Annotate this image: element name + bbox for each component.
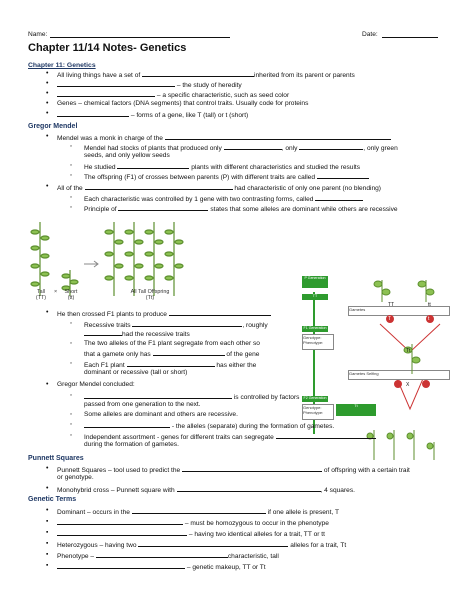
- bullet: ◦: [70, 204, 73, 211]
- bullet: •: [46, 381, 49, 388]
- bullet: ◦: [70, 421, 73, 428]
- text-line: He then crossed F1 plants to produce: [57, 309, 271, 319]
- bullet: •: [46, 309, 49, 316]
- text-line: is controlled by factors: [84, 392, 299, 402]
- text-line: Gregor Mendel concluded:: [57, 381, 135, 388]
- gametes-row-2: Gametes Selfing: [348, 370, 450, 380]
- section-heading-punnett: Punnett Squares: [28, 455, 84, 462]
- gamete-T: T: [388, 316, 392, 322]
- p-genotype-small-tt: tt: [428, 302, 431, 308]
- text-line: Each F1 plant has either the: [84, 362, 257, 369]
- text-line: All of the had characteristic of only one parent (no blending): [57, 185, 381, 192]
- bullet: ◦: [70, 172, 73, 179]
- section-heading-terms: Genetic Terms: [28, 496, 77, 503]
- text-line: – forms of a gene, like T (tall) or t (short): [57, 110, 248, 120]
- date-blank: [382, 37, 438, 38]
- text-line: Dominant – occurs in the if one allele is present, T: [57, 509, 339, 516]
- bullet: ◦: [70, 320, 73, 327]
- name-blank: [50, 37, 230, 38]
- bullet: •: [46, 90, 49, 97]
- date-label: Date:: [362, 31, 378, 38]
- bullet: •: [46, 183, 49, 190]
- text-line: – must be homozygous to occur in the phenotype: [57, 518, 329, 528]
- text-line: The offspring (F1) of crosses between parents (P) with different traits are called: [84, 172, 369, 182]
- bullet: •: [46, 80, 49, 87]
- text-line: passed from one generation to the next.: [84, 401, 201, 408]
- tall-label: Tall (TT): [35, 289, 47, 301]
- arrow-icon: [84, 261, 98, 267]
- text-line: Heterozygous – having two alleles for a trait, Tt: [57, 542, 347, 549]
- selfing-cross: X: [406, 382, 410, 388]
- page-title: Chapter 11/14 Notes- Genetics: [28, 42, 187, 54]
- bullet: •: [46, 110, 49, 117]
- bullet: ◦: [70, 194, 73, 201]
- text-line: Mendel had stocks of plants that produced only , only , only green: [84, 145, 398, 152]
- offspring-plants-icon: [105, 222, 183, 296]
- text-line: – a specific characteristic, such as seed color: [57, 90, 289, 100]
- p-generation-marker: TT: [302, 294, 328, 300]
- bullet: ▪: [46, 529, 49, 536]
- text-line: Independent assortment - genes for different traits can segregate: [84, 432, 376, 442]
- text-line: Principle of states that some alleles are dominant while others are recessive: [84, 206, 398, 213]
- text-line: during the formation of gametes.: [84, 441, 179, 448]
- text-line: had the recessive traits: [84, 329, 190, 339]
- gamete-t: t: [428, 316, 430, 322]
- text-line: – having two identical alleles for a trait, TT or tt: [57, 529, 325, 539]
- offspring-label: All Tall Offspring (Tt): [130, 289, 170, 301]
- bullet: ◦: [70, 392, 73, 399]
- text-line: seeds, and only yellow seeds: [84, 152, 170, 159]
- section-heading-ch11: Chapter 11: Genetics: [28, 62, 96, 69]
- f2-genotype-box: Genotype: Phenotype:: [302, 404, 334, 420]
- bullet: ▪: [46, 540, 49, 547]
- bullet: •: [46, 70, 49, 77]
- text-line: – genetic makeup, TT or Tt: [57, 562, 266, 572]
- text-line: dominant or recessive (tall or short): [84, 369, 188, 376]
- bullet: ◦: [70, 162, 73, 169]
- text-line: Punnett Squares – tool used to predict the of offspring with a certain trait: [57, 467, 410, 474]
- bullet: •: [46, 507, 49, 514]
- text-line: Some alleles are dominant and others are recessive.: [84, 411, 238, 418]
- f2-generation-label: F2 Generation: [303, 396, 327, 400]
- text-line: The two alleles of the F1 plant segregate from each other so: [84, 340, 260, 347]
- f2-result-marker: Tt: [336, 404, 376, 416]
- text-line: Monohybrid cross – Punnett square with , 4 squares.: [57, 487, 355, 494]
- f1-genotype-Tt: Tt: [406, 348, 411, 354]
- tall-plant-icon: [31, 222, 49, 296]
- bullet: •: [46, 133, 49, 140]
- gametes-row-1: Gametes: [348, 306, 450, 316]
- bullet: ◦: [70, 432, 73, 439]
- text-line: – the study of heredity: [57, 80, 242, 90]
- text-line: Phenotype – characteristic, tall: [57, 553, 279, 560]
- text-line: He studied plants with different characteristics and studied the results: [84, 164, 361, 171]
- cross-symbol: ×: [54, 289, 58, 295]
- text-line: - the alleles (separate) during the formation of gametes.: [84, 421, 334, 431]
- bullet: ◦: [70, 411, 73, 418]
- f1-genotype-box: Genotype: Phenotype:: [302, 334, 334, 350]
- bullet: ◦: [70, 340, 73, 347]
- short-label: Short (tt): [64, 289, 78, 301]
- text-line: Genes – chemical factors (DNA segments) that control traits. Usually code for proteins: [57, 100, 309, 107]
- bullet: •: [46, 485, 49, 492]
- bullet: ◦: [70, 360, 73, 367]
- text-line: Mendel was a monk in charge of the: [57, 133, 391, 143]
- bullet: ▪: [46, 518, 49, 525]
- text-line: or genotype.: [57, 474, 94, 481]
- p-genotype-tt: TT: [388, 302, 395, 308]
- bullet: ▪: [46, 551, 49, 558]
- p-generation-label: P Generation: [302, 276, 328, 288]
- bullet: •: [46, 465, 49, 472]
- text-line: Each characteristic was controlled by 1 gene with two contrasting forms, called: [84, 194, 363, 204]
- text-line: Recessive traits , roughly: [84, 322, 268, 329]
- bullet: •: [46, 100, 49, 107]
- text-line: All living things have a set of inherited from its parent or parents: [57, 72, 355, 79]
- text-line: that a gamete only has of the gene: [84, 351, 260, 358]
- bullet: ▪: [46, 562, 49, 569]
- bullet: ◦: [70, 143, 73, 150]
- f1-generation-label: F1 Generation: [303, 326, 327, 330]
- name-label: Name:: [28, 31, 48, 38]
- section-heading-mendel: Gregor Mendel: [28, 123, 78, 130]
